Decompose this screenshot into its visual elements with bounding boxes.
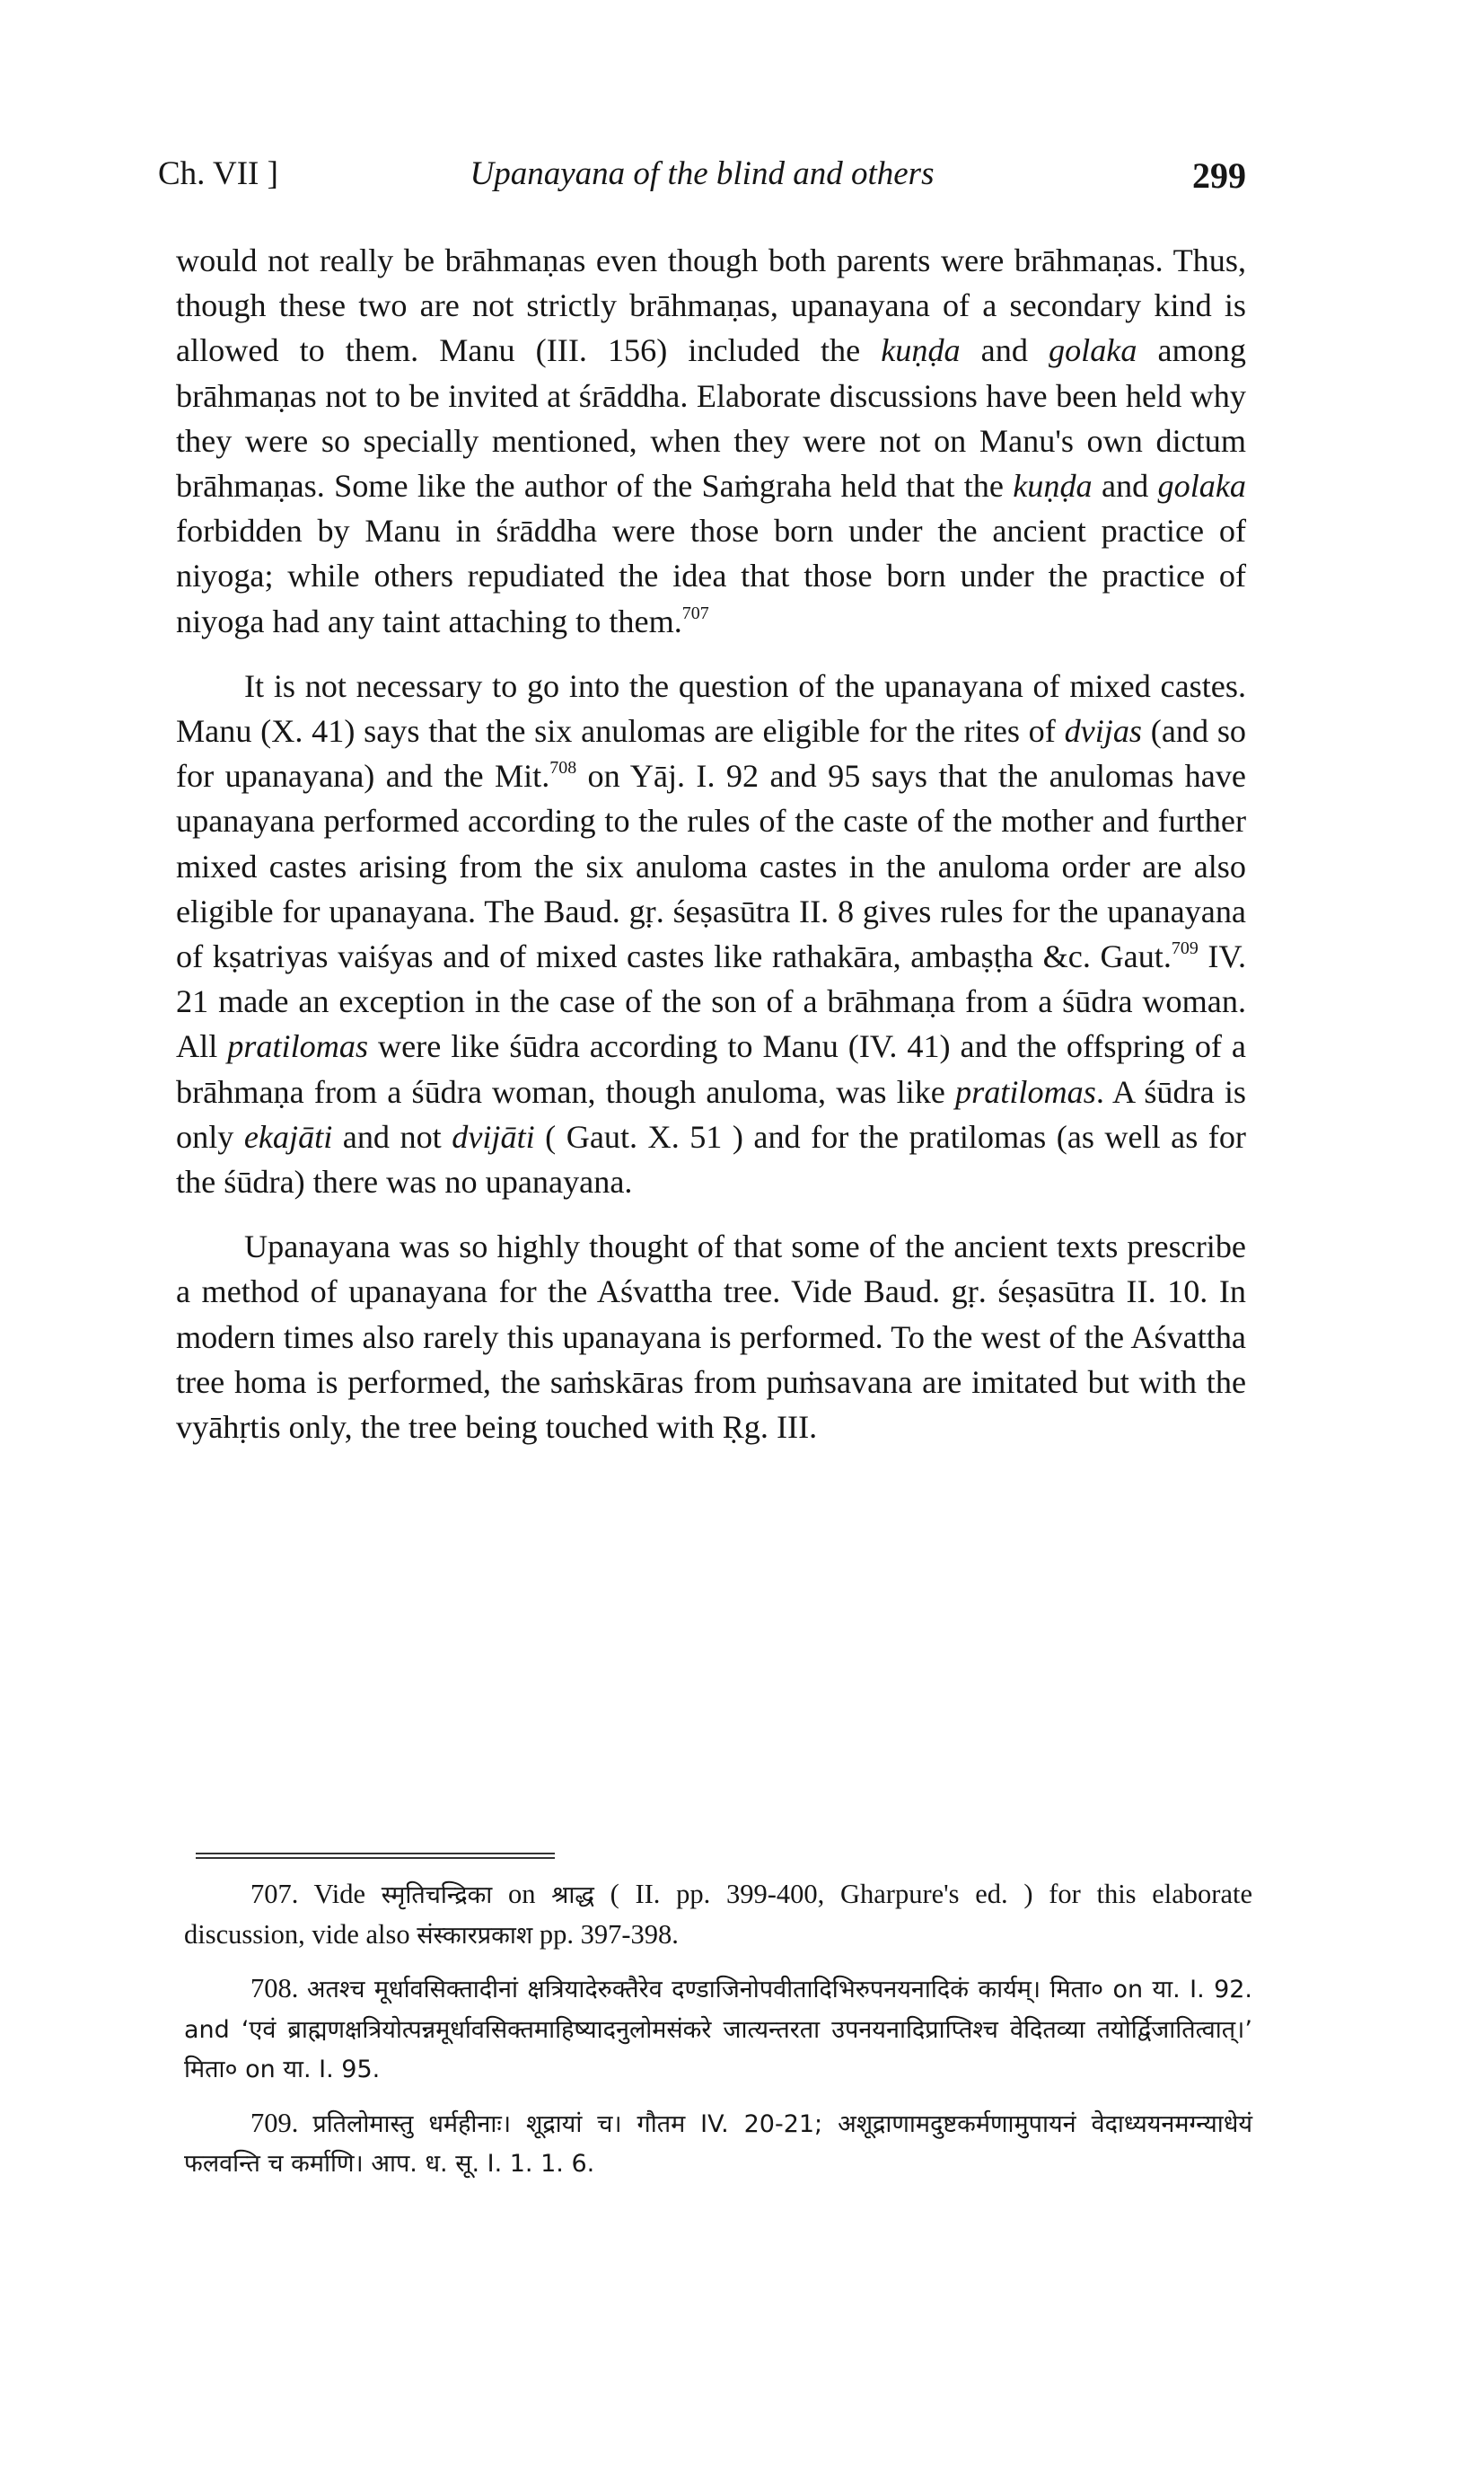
footnote-ref-708: 708 [549, 758, 577, 779]
paragraph-3: Upanayana was so highly thought of that some of the ancient texts prescribe a method of upanayana for the Aśvattha tree. Vide Baud. gṛ. śeṣasūtra II. 10. In modern times also rarely this upanayana is performed. To the west of the Aśvattha tree homa is performed, the saṁskāras from puṁsavana are imitated but with the vyāhṛtis only, the tree being touched with Ṛg. III. [176, 1228, 1246, 1446]
paragraph-1: would not really be brāhmaṇas even though both parents were brāhmaṇas. Thus, though these two are not strictly brāhmaṇas, upanayana of a secondary kind is allowed to them. Manu (III. 156) included the kuṇḍa and golaka among brāhmaṇas not to be invited at śrāddha. Elaborate discussions have been held why they were so specially mentioned, when they were not on Manu's own dictum brāhmaṇas. Some like the author of the Saṁgraha held that the kuṇḍa and golaka forbidden by Manu in śrāddha were those born under the ancient practice of niyoga; while others repudiated the idea that those born under the practice of niyoga had any taint attaching to them.$^{707}$ [176, 242, 1246, 639]
chapter-label: Ch. VII ] [158, 155, 278, 192]
footnote-ref-707: 707 [681, 603, 709, 623]
footnote-ref-709: 709 [1171, 938, 1199, 959]
footnote-divider [196, 1853, 555, 1859]
paragraph-2: It is not necessary to go into the question of the upanayana of mixed castes. Manu (X. 41) says that the six anulomas are eligible for the rites of dvijas (and so for upanayana) and the Mit.$^{708}$ on Yāj. I. 92 and 95 says that the anulomas have upanayana performed according to the rules of the caste of the mother and further mixed castes arising from the six anuloma castes in the anuloma order are also eligible for upanayana. The Baud. gṛ. śeṣasūtra II. 8 gives rules for the upanayana of kṣatriyas vaiśyas and of mixed castes like rathakāra, ambaṣṭha &c. Gaut.$^{709}$ IV. 21 made an exception in the case of the son of a brāhmaṇa from a śūdra woman. All pratilomas were like śūdra according to Manu (IV. 41) and the offspring of a brāhmaṇa from a śūdra woman, though anuloma, was like pratilomas. A śūdra is only ekajāti and not dvijāti ( Gaut. X. 51 ) and for the pratilomas (as well as for the śūdra) there was no upanayana. [176, 667, 1246, 1201]
footnote-707: 707. Vide स्मृतिचन्द्रिका on श्राद्ध ( II. pp. 399-400, Gharpure's ed. ) for this elaborate discussion, vide also संस्कारप्रकाश pp. 397-398. [184, 1879, 1252, 1950]
footnote-708: 708. अतश्च मूर्धावसिक्तादीनां क्षत्रियादेरुक्तैरेव दण्डाजिनोपवीतादिभिरुपनयनादिकं कार्यम्। मिता० on या. I. 92. and ‘एवं ब्राह्मणक्षत्रियोत्पन्नमूर्धावसिक्तमाहिष्यादनुलोमसंकरे जात्यन्तरता उपनयनादिप्राप्तिश्च वेदितव्या तयोर्द्विजातित्वात्।’ मिता० on या. I. 95. [184, 1973, 1253, 2083]
footnotes [184, 1875, 1252, 2198]
page-number: 299 [1192, 155, 1246, 196]
main-text [176, 238, 1246, 1449]
running-header [158, 154, 1246, 208]
running-title: Upanayana of the blind and others [470, 155, 935, 192]
footnote-709: 709. प्रतिलोमास्तु धर्महीनाः। शूद्रायां च। गौतम IV. 20-21; अशूद्राणामदुष्टकर्मणामुपायनं वेदाध्ययनमग्न्याधेयं फलवन्ति च कर्माणि। आप. ध. सू. I. 1. 1. 6. [184, 2107, 1252, 2178]
